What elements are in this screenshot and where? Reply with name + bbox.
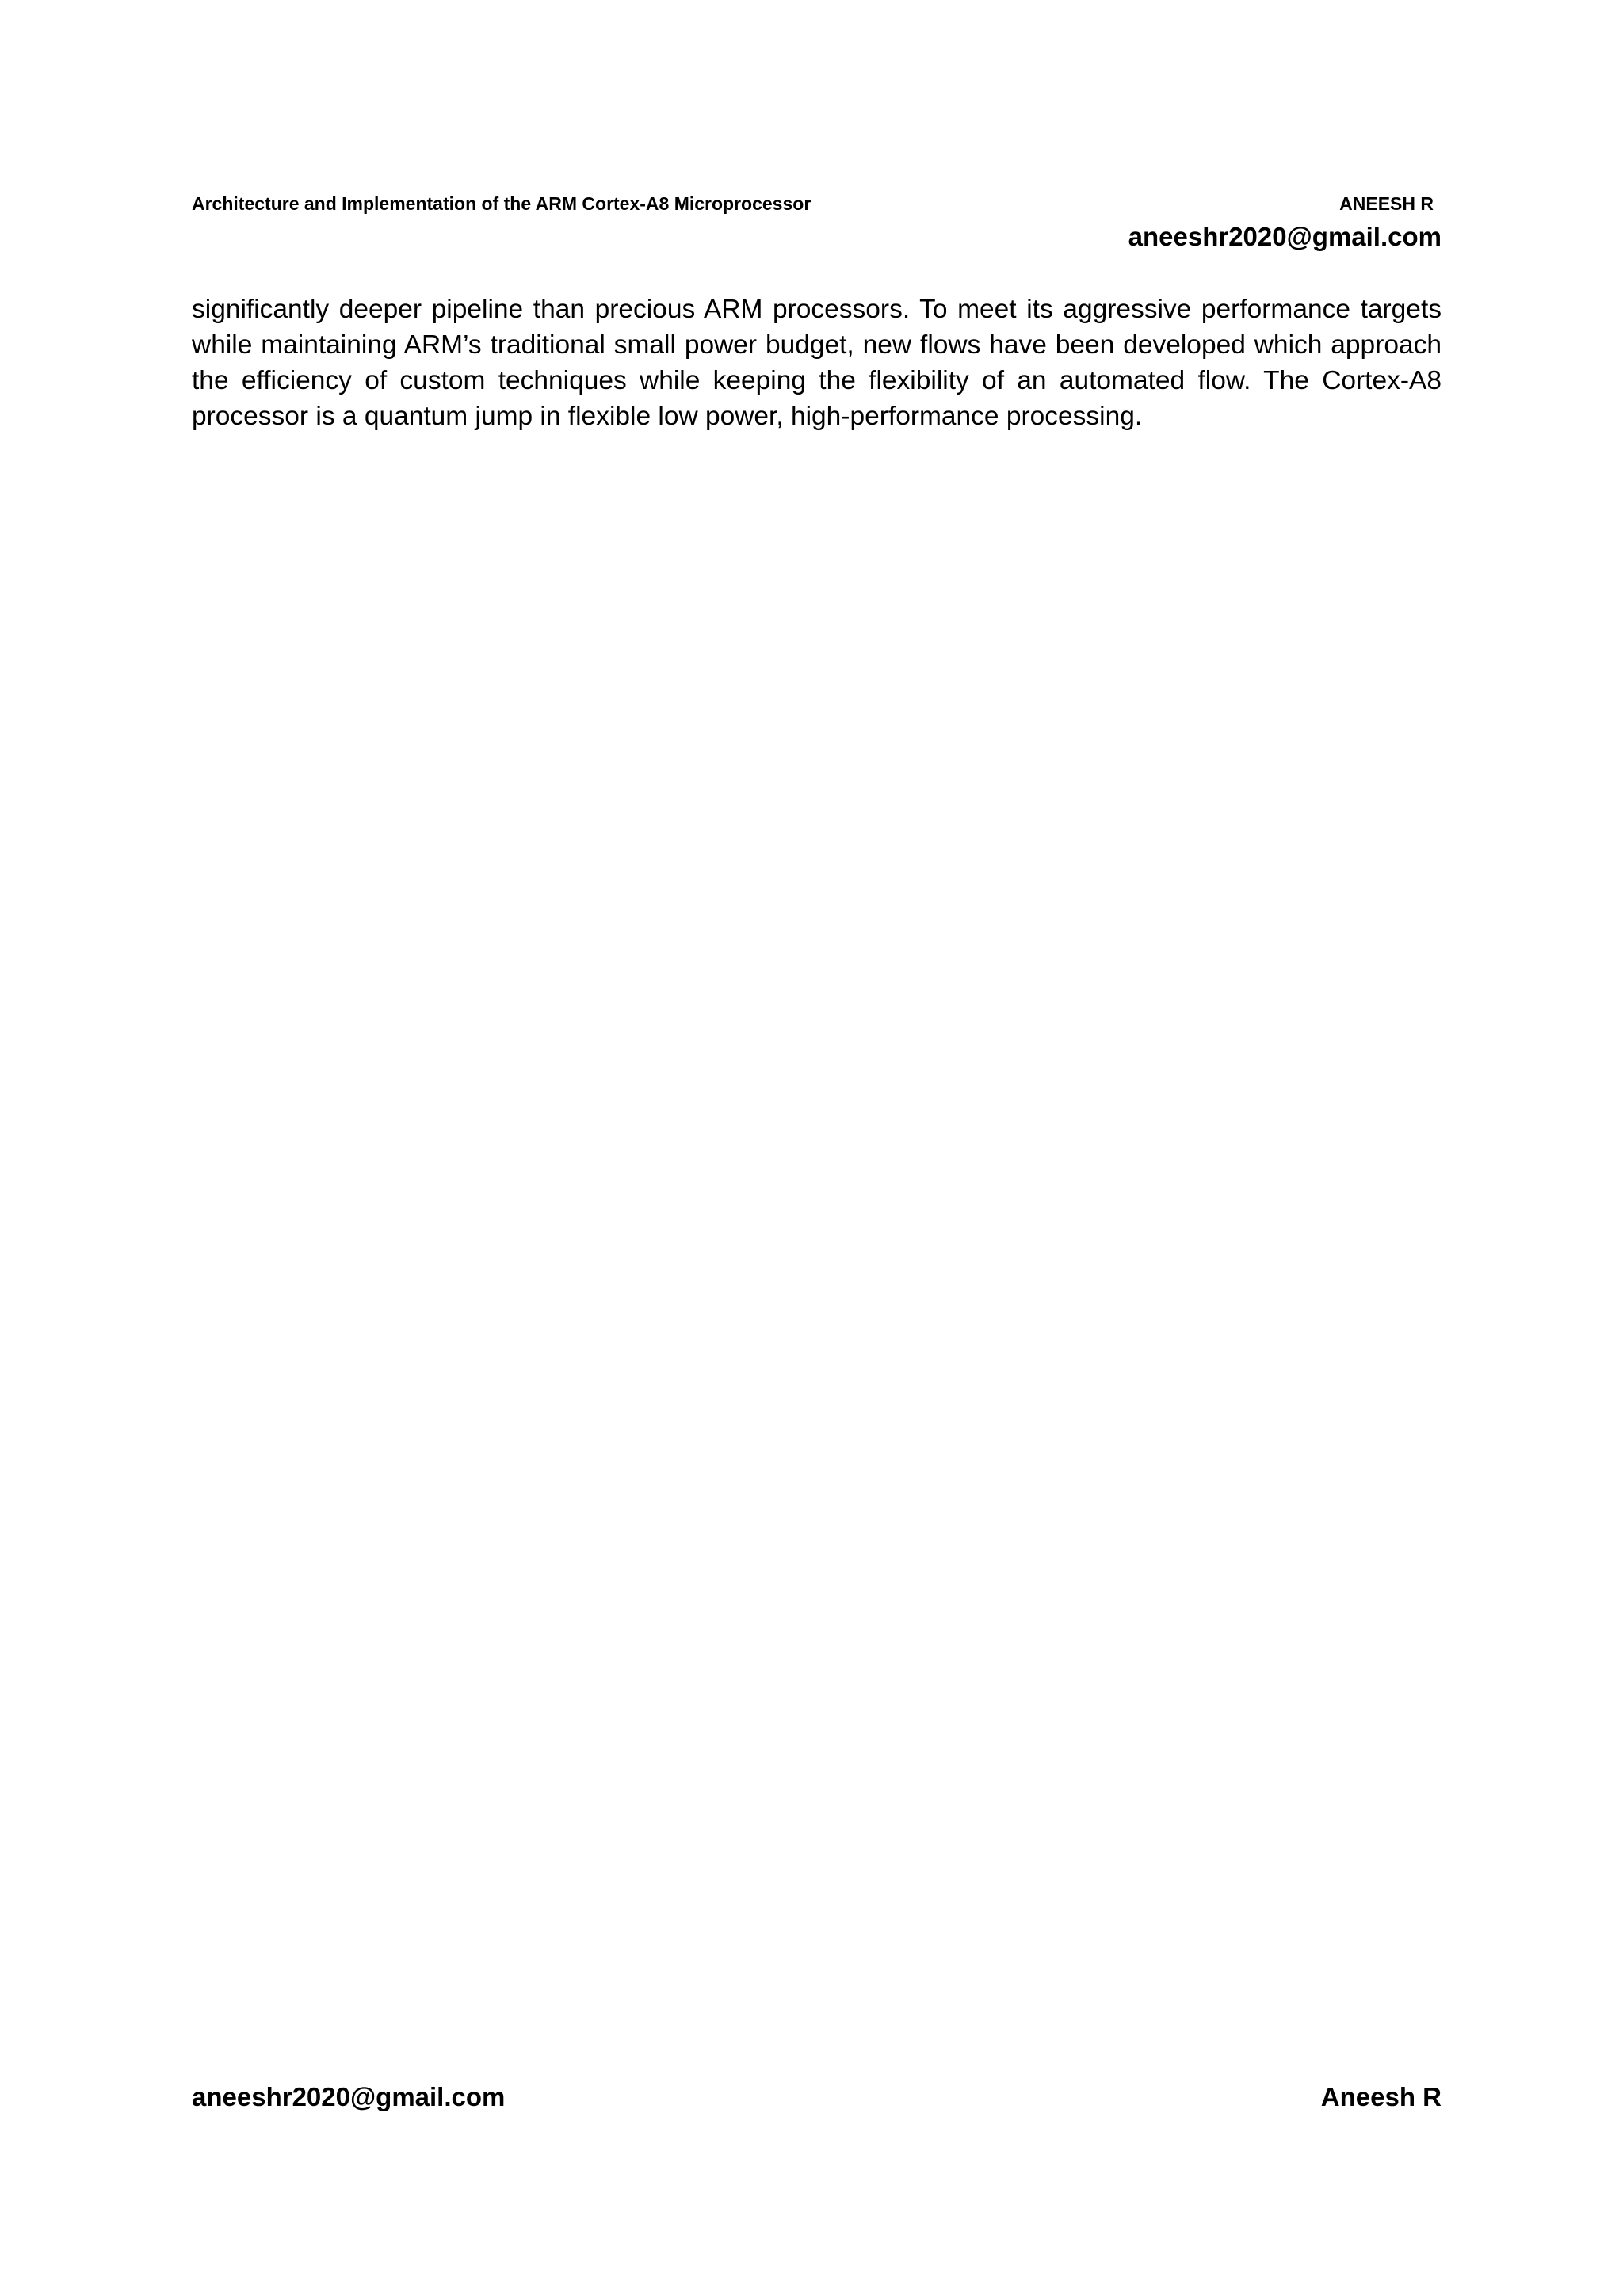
body-paragraph: significantly deeper pipeline than precious ARM processors. To meet its aggressive performance targets while maintaining ARM’s traditional small power budget, new flows have been developed which approach the efficiency of custom techniques while keeping the flexibility of an automated flow. The Cortex-A8 processor is a quantum jump in flexible low power, high-performance processing. <box>192 295 1442 431</box>
page-footer <box>192 2082 1442 2122</box>
footer-email: aneeshr2020@gmail.com <box>192 2082 506 2111</box>
footer-author: Aneesh R <box>1320 2082 1442 2111</box>
header-email: aneeshr2020@gmail.com <box>1128 222 1442 251</box>
header-title: Architecture and Implementation of the ARM Cortex-A8 Microprocessor <box>192 193 812 214</box>
header-author: ANEESH R <box>1339 193 1434 214</box>
